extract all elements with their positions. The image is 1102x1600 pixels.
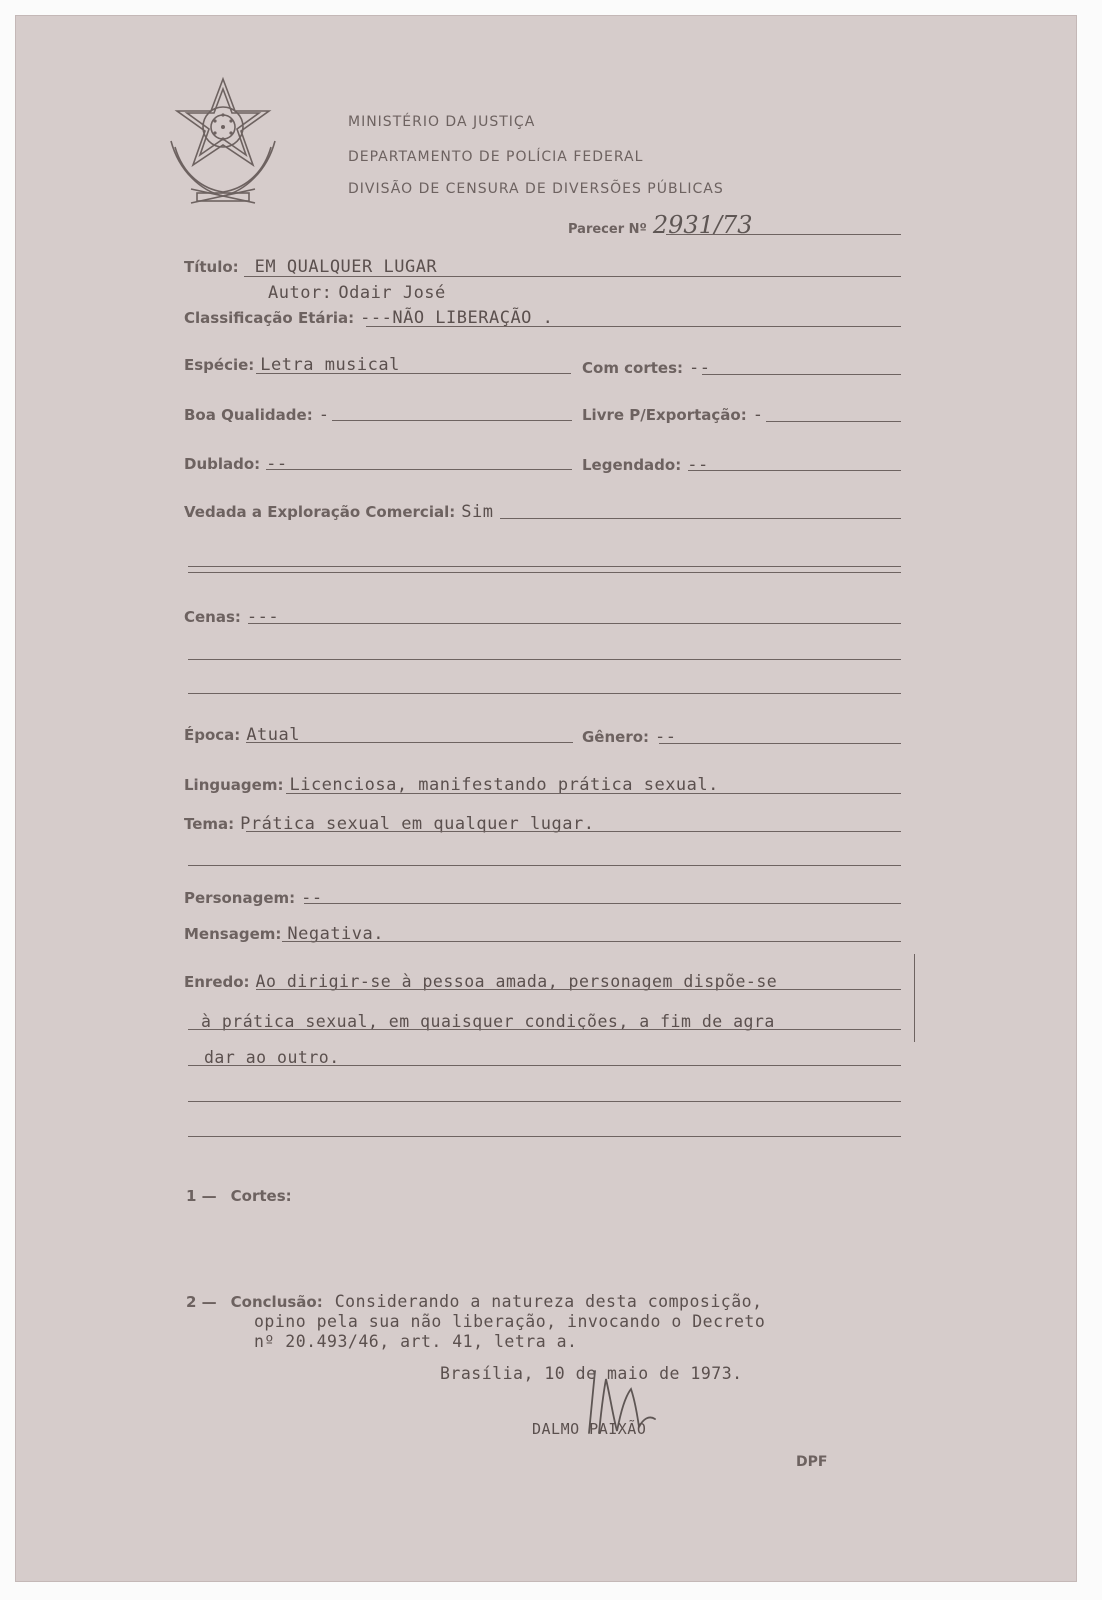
margin-mark <box>914 954 915 1042</box>
boa-qualidade-field <box>184 405 329 425</box>
header-department: DEPARTAMENTO DE POLÍCIA FEDERAL <box>348 149 644 165</box>
genero-label: Gênero: <box>582 728 650 746</box>
livre-exportacao-value: - <box>752 405 764 425</box>
signatory-name: DALMO PAIXÃO <box>532 1420 647 1438</box>
boa-qualidade-value: - <box>318 405 330 425</box>
especie-field <box>184 355 400 375</box>
linguagem-label: Linguagem: <box>184 776 284 794</box>
especie-value: Letra musical <box>260 355 400 375</box>
livre-exportacao-field <box>582 405 763 425</box>
vedada-field <box>184 502 493 522</box>
footer-code: DPF <box>796 1454 828 1470</box>
conclusao-line: Considerando a natureza desta composição, <box>334 1292 763 1311</box>
coat-of-arms-emblem <box>161 71 286 211</box>
dublado-field <box>184 454 288 474</box>
especie-label: Espécie: <box>184 356 255 374</box>
conclusao-section <box>186 1292 763 1311</box>
com-cortes-value: -- <box>689 358 711 378</box>
cenas-field <box>184 607 279 627</box>
epoca-value: Atual <box>246 725 300 745</box>
personagem-value: -- <box>301 888 323 908</box>
cortes-label: Cortes: <box>230 1187 292 1205</box>
mensagem-value: Negativa. <box>287 924 384 944</box>
com-cortes-field <box>582 358 711 378</box>
enredo-line: à prática sexual, em quaisquer condições, a fim de agra <box>201 1012 775 1031</box>
autor-label: Autor: <box>268 283 333 303</box>
conclusao-line: opino pela sua não liberação, invocando o Decreto <box>254 1312 766 1331</box>
tema-value: Prática sexual em qualquer lugar. <box>240 814 595 834</box>
titulo-label: Título: <box>184 258 239 276</box>
parecer-label: Parecer Nº <box>568 222 647 237</box>
header-division: DIVISÃO DE CENSURA DE DIVERSÕES PÚBLICAS <box>348 181 724 197</box>
place-date: Brasília, 10 de maio de 1973. <box>440 1364 743 1383</box>
classificacao-value: ---NÃO LIBERAÇÃO . <box>360 308 554 328</box>
epoca-label: Época: <box>184 726 241 744</box>
enredo-label: Enredo: <box>184 973 250 991</box>
cenas-value: --- <box>246 607 280 627</box>
coat-of-arms-icon <box>161 71 286 211</box>
boa-qualidade-label: Boa Qualidade: <box>184 406 313 424</box>
personagem-field <box>184 888 323 908</box>
mensagem-label: Mensagem: <box>184 925 282 943</box>
vedada-value: Sim <box>461 502 494 522</box>
cortes-number: 1 — <box>186 1187 217 1205</box>
personagem-label: Personagem: <box>184 889 296 907</box>
genero-field <box>582 727 677 747</box>
dublado-label: Dublado: <box>184 455 261 473</box>
header-ministry: MINISTÉRIO DA JUSTIÇA <box>348 114 536 130</box>
enredo-line: Ao dirigir-se à pessoa amada, personagem dispõe-se <box>255 972 778 991</box>
com-cortes-label: Com cortes: <box>582 359 684 377</box>
classificacao-field <box>184 308 553 328</box>
parecer-number: 2931/73 <box>652 211 753 239</box>
legendado-field <box>582 455 709 475</box>
dublado-value: -- <box>266 454 288 474</box>
tema-label: Tema: <box>184 815 235 833</box>
conclusao-label: Conclusão: <box>230 1293 323 1311</box>
cortes-section <box>186 1187 292 1205</box>
autor-field <box>268 283 446 303</box>
cenas-label: Cenas: <box>184 608 241 626</box>
genero-value: -- <box>655 727 677 747</box>
linguagem-field <box>184 775 719 795</box>
titulo-field <box>184 257 437 277</box>
vedada-label: Vedada a Exploração Comercial: <box>184 503 456 521</box>
autor-value: Odair José <box>338 283 446 303</box>
livre-exportacao-label: Livre P/Exportação: <box>582 406 747 424</box>
conclusao-line: nº 20.493/46, art. 41, letra a. <box>254 1332 578 1351</box>
titulo-value: EM QUALQUER LUGAR <box>254 257 438 277</box>
legendado-label: Legendado: <box>582 456 682 474</box>
form-sheet <box>15 15 1077 1582</box>
enredo-line: dar ao outro. <box>204 1048 340 1067</box>
conclusao-number: 2 — <box>186 1293 217 1311</box>
linguagem-value: Licenciosa, manifestando prática sexual. <box>289 775 719 795</box>
legendado-value: -- <box>687 455 709 475</box>
classificacao-label: Classificação Etária: <box>184 309 355 327</box>
